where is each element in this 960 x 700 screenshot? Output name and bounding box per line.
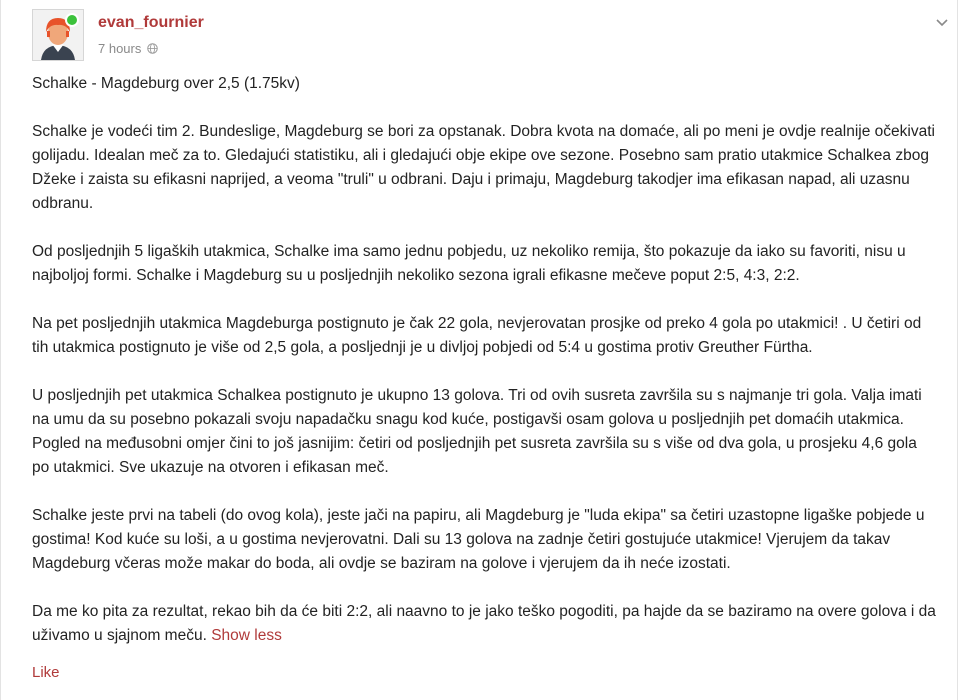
like-button[interactable]: Like — [32, 664, 60, 681]
online-status-icon — [65, 13, 79, 27]
globe-icon — [147, 43, 158, 54]
post-paragraph: Schalke - Magdeburg over 2,5 (1.75kv) — [32, 75, 300, 92]
chevron-down-icon[interactable] — [934, 14, 950, 30]
post-body — [32, 72, 937, 672]
post-paragraph: Schalke jeste prvi na tabeli (do ovog kola), jeste jači na papiru, ali Magdeburg je "luda ekipa" sa četiri uzastopne ligaške pobjede u gostima! Kod kuće su loši, a u gostima nevjerovatni. Dali su 13 golova na zadnje četiri gostujuće utakmice! Vjerujem da takav Magdeburg včeras može makar do boda, ali ovdje se baziram na golove i vjerujem da ih neće izostati. — [32, 507, 925, 572]
post-paragraph: Od posljednjih 5 ligaških utakmica, Schalke ima samo jednu pobjedu, uz nekoliko remija, što pokazuje da iako su favoriti, nisu u najboljoj formi. Schalke i Magdeburg su u posljednjih nekoliko sezona igrali efikasne mečeve poput 2:5, 4:3, 2:2. — [32, 243, 906, 284]
post-paragraph-last — [32, 600, 937, 648]
post-paragraph: Schalke je vodeći tim 2. Bundeslige, Magdeburg se bori za opstanak. Dobra kvota na domaće, ali po meni je ovdje realnije očekivati golijadu. Idealan meč za to. Gledajući statistiku, ali i gledajući obje ekipe ove sezone. Posebno sam pratio utakmice Schalkea zbog Džeke i zaista su efikasni naprijed, a veoma "truli" u odbrani. Daju i primaju, Magdeburg takodjer ima efikasan napad, ali uzasnu odbranu. — [32, 123, 935, 212]
author-name[interactable]: evan_fournier — [98, 14, 204, 31]
post-paragraph: U posljednjih pet utakmica Schalkea postignuto je ukupno 13 golova. Tri od ovih susreta završila su s najmanje tri gola. Valja imati na umu da su posebno pokazali svoju napadačku snagu kod kuće, postigavši osam golova u posljednjih pet domaćih utakmica. Pogled na međusobni omjer čini to još jasnijim: četiri od posljednjih pet susreta završila su s više od dva gola, u prosjeku 4,6 gola po utakmici. Sve ukazuje na otvoren i efikasan meč. — [32, 387, 922, 476]
post-paragraph-text: Da me ko pita za rezultat, rekao bih da će biti 2:2, ali naavno to je jako teško pogoditi, pa hajde da se baziramo na overe golova i da uživamo u sjajnom meču. — [32, 603, 936, 644]
post-time[interactable]: 7 hours — [98, 41, 142, 56]
show-less-link[interactable]: Show less — [211, 627, 282, 644]
post-meta — [98, 41, 158, 56]
post-paragraph: Na pet posljednjih utakmica Magdeburga postignuto je čak 22 gola, nevjerovatan prosjke od preko 4 gola po utakmici! . U četiri od tih utakmica postignuto je više od 2,5 gola, a posljednji je u divljoj pobjedi od 5:4 u gostima protiv Greuther Fürtha. — [32, 315, 922, 356]
